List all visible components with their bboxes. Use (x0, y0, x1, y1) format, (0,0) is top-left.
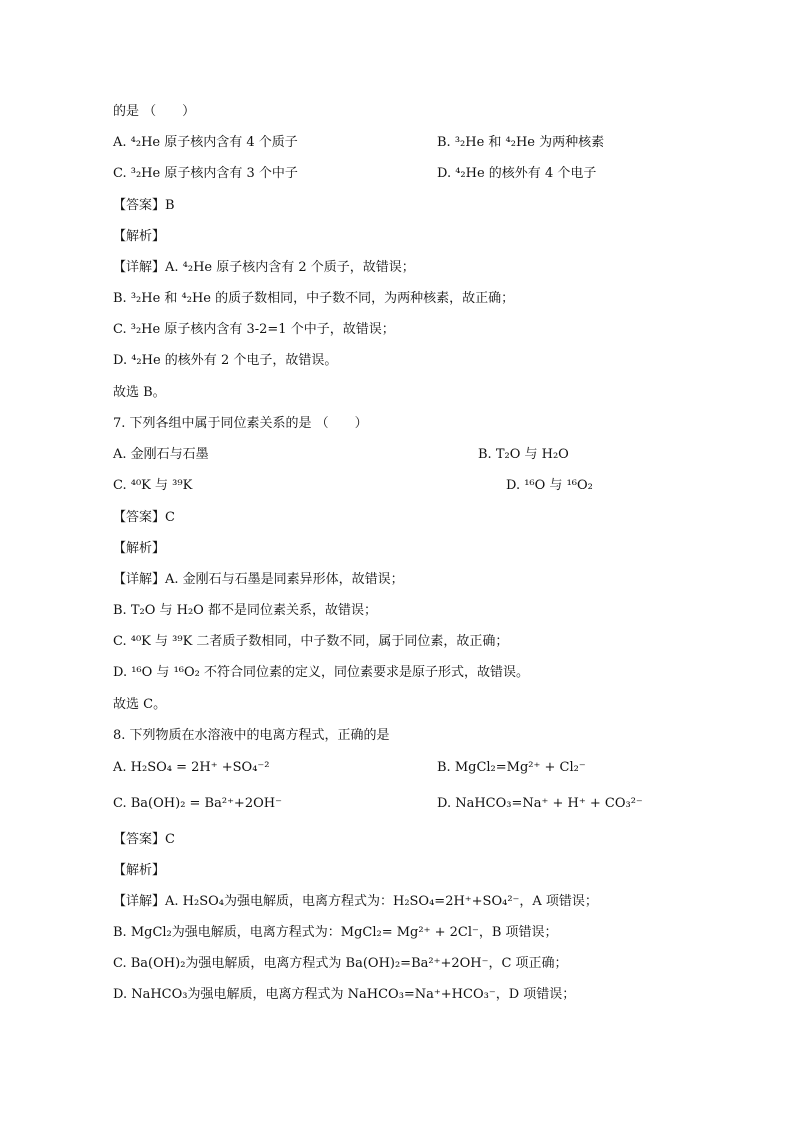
q6-detail-a: 【详解】A. ⁴₂He 原子核内含有 2 个质子，故错误； (113, 260, 415, 275)
q7-option-c: C. ⁴⁰K 与 ³⁹K (113, 478, 193, 493)
q7-option-a: A. 金刚石与石墨 (113, 447, 209, 462)
q6-option-d: D. ⁴₂He 的核外有 4 个电子 (437, 166, 597, 181)
q7-detail-d: D. ¹⁶O 与 ¹⁶O₂ 不符合同位素的定义，同位素要求是原子形式，故错误。 (113, 665, 529, 680)
q7-option-b: B. T₂O 与 H₂O (478, 447, 569, 462)
q8-detail-a: 【详解】A. H₂SO₄为强电解质，电离方程式为：H₂SO₄=2H⁺+SO₄²⁻，A 项错误； (113, 894, 598, 909)
q7-detail-c: C. ⁴⁰K 与 ³⁹K 二者质子数相同，中子数不同，属于同位素，故正确； (113, 634, 509, 649)
q6-analysis-label: 【解析】 (113, 229, 166, 244)
q6-detail-c: C. ³₂He 原子核内含有 3-2=1 个中子，故错误； (113, 322, 395, 337)
q7-answer: 【答案】C (113, 510, 175, 525)
q6-option-c: C. ³₂He 原子核内含有 3 个中子 (113, 166, 298, 181)
q6-answer: 【答案】B (113, 198, 175, 213)
q7-conclusion: 故选 C。 (113, 697, 167, 712)
q6-detail-b: B. ³₂He 和 ⁴₂He 的质子数相同，中子数不同，为两种核素，故正确； (113, 291, 515, 306)
q8-option-b: B. MgCl₂=Mg²⁺ + Cl₂⁻ (437, 760, 586, 775)
q7-detail-b: B. T₂O 与 H₂O 都不是同位素关系，故错误； (113, 603, 377, 618)
q8-option-a: A. H₂SO₄ = 2H⁺ +SO₄⁻² (113, 760, 270, 775)
q8-answer: 【答案】C (113, 832, 175, 847)
q6-conclusion: 故选 B。 (113, 385, 166, 400)
q8-analysis-label: 【解析】 (113, 863, 166, 878)
q8-option-c: C. Ba(OH)₂ = Ba²⁺+2OH⁻ (113, 796, 282, 811)
question-7: 7. 下列各组中属于同位素关系的是 （ ） (113, 416, 368, 431)
q6-detail-d: D. ⁴₂He 的核外有 2 个电子，故错误。 (113, 353, 338, 368)
q8-detail-c: C. Ba(OH)₂为强电解质，电离方程式为 Ba(OH)₂=Ba²⁺+2OH⁻，C 项正确； (113, 956, 568, 971)
q8-option-d: D. NaHCO₃=Na⁺ + H⁺ + CO₃²⁻ (437, 796, 643, 811)
q8-detail-b: B. MgCl₂为强电解质，电离方程式为：MgCl₂= Mg²⁺ + 2Cl⁻，B 项错误； (113, 925, 558, 940)
q6-option-a: A. ⁴₂He 原子核内含有 4 个质子 (113, 135, 298, 150)
q7-detail-a: 【详解】A. 金刚石与石墨是同素异形体，故错误； (113, 572, 404, 587)
question-8: 8. 下列物质在水溶液中的电离方程式，正确的是 (113, 728, 390, 743)
q8-detail-d: D. NaHCO₃为强电解质，电离方程式为 NaHCO₃=Na⁺+HCO₃⁻，D 项错误； (113, 987, 576, 1002)
question-6-tail: 的是 （ ） (113, 104, 196, 119)
q6-option-b: B. ³₂He 和 ⁴₂He 为两种核素 (437, 135, 605, 150)
q7-analysis-label: 【解析】 (113, 541, 166, 556)
q7-option-d: D. ¹⁶O 与 ¹⁶O₂ (506, 478, 593, 493)
